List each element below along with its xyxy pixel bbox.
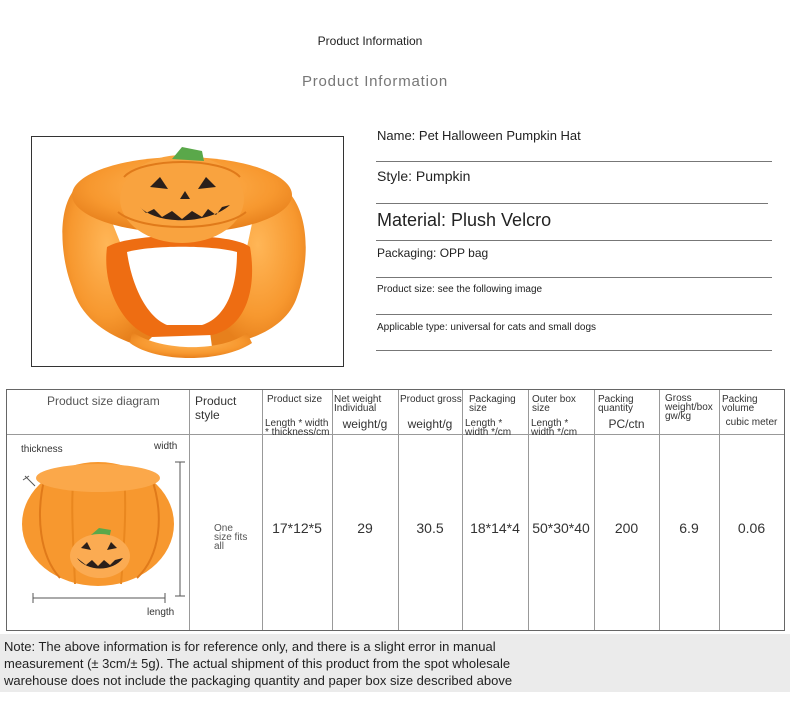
cell-product-size: 17*12*5 <box>272 520 322 536</box>
table-col-divider <box>189 390 190 630</box>
label-length: length <box>147 607 175 618</box>
cell-gross-weight: 30.5 <box>416 520 444 536</box>
header-net-weight-unit: weight/g <box>342 417 388 431</box>
header-product-size-unit: Length * width * thickness/cm <box>265 418 330 438</box>
cell-product-style: One size fits all <box>214 523 248 552</box>
divider <box>376 240 772 241</box>
divider <box>376 314 772 315</box>
note-panel <box>0 634 790 692</box>
cell-packing-volume: 0.06 <box>737 520 766 536</box>
header-product-size: Product size <box>267 394 323 405</box>
product-size-note: Product size: see the following image <box>377 284 543 295</box>
header-outer-box-size-unit: Length * width */cm <box>531 418 578 438</box>
table-row-divider <box>7 434 784 435</box>
table-col-divider <box>262 390 263 630</box>
header-outer-box-size: Outer box size <box>532 394 576 414</box>
divider <box>376 350 772 351</box>
header-packaging-size-unit: Length * width */cm <box>465 418 512 438</box>
size-diagram-image <box>15 456 185 611</box>
header-product-style: Product style <box>195 394 237 422</box>
pumpkin-hat-image <box>32 137 343 366</box>
divider <box>376 203 768 204</box>
header-packing-quantity-unit: PC/ctn <box>608 417 645 431</box>
product-style: Style: Pumpkin <box>377 168 471 184</box>
applicable-type: Applicable type: universal for cats and small dogs <box>377 322 597 333</box>
product-material: Material: Plush Velcro <box>377 210 552 230</box>
label-thickness: thickness <box>21 444 63 455</box>
header-gross-weight-box: Gross weight/box gw/kg <box>665 393 713 422</box>
label-width: width <box>154 441 178 452</box>
header-net-weight: Net weight Individual <box>334 394 382 414</box>
diagram-title: Product size diagram <box>47 394 160 408</box>
table-col-divider <box>659 390 660 630</box>
divider <box>376 161 772 162</box>
table-col-divider <box>528 390 529 630</box>
note-text: Note: The above information is for reference only, and there is a slight error in manual measurement (± 3cm/± 5g). The actual shipment of this product from the spot wholesale warehouse does not include the packaging quantity and paper box size described above <box>4 639 513 688</box>
cell-box-weight: 6.9 <box>679 520 699 536</box>
product-name: Name: Pet Halloween Pumpkin Hat <box>377 128 581 143</box>
cell-packing-quantity: 200 <box>614 520 639 536</box>
page-title: Product Information <box>317 34 423 48</box>
table-col-divider <box>462 390 463 630</box>
cell-packaging-size: 18*14*4 <box>470 520 520 536</box>
header-packing-volume-unit: cubic meter <box>725 417 778 428</box>
header-gross-weight: Product gross <box>400 394 462 405</box>
cell-box-size: 50*30*40 <box>532 520 590 536</box>
divider <box>376 277 772 278</box>
header-packaging-size: Packaging size <box>469 394 516 414</box>
header-gross-weight-unit: weight/g <box>407 417 453 431</box>
header-packing-volume: Packing volume <box>722 394 758 414</box>
product-packaging: Packaging: OPP bag <box>377 246 489 260</box>
cell-net-weight: 29 <box>357 520 373 536</box>
header-packing-quantity: Packing quantity <box>598 394 634 414</box>
spec-table <box>6 389 785 631</box>
page-subtitle: Product Information <box>301 73 449 90</box>
product-photo <box>31 136 344 367</box>
